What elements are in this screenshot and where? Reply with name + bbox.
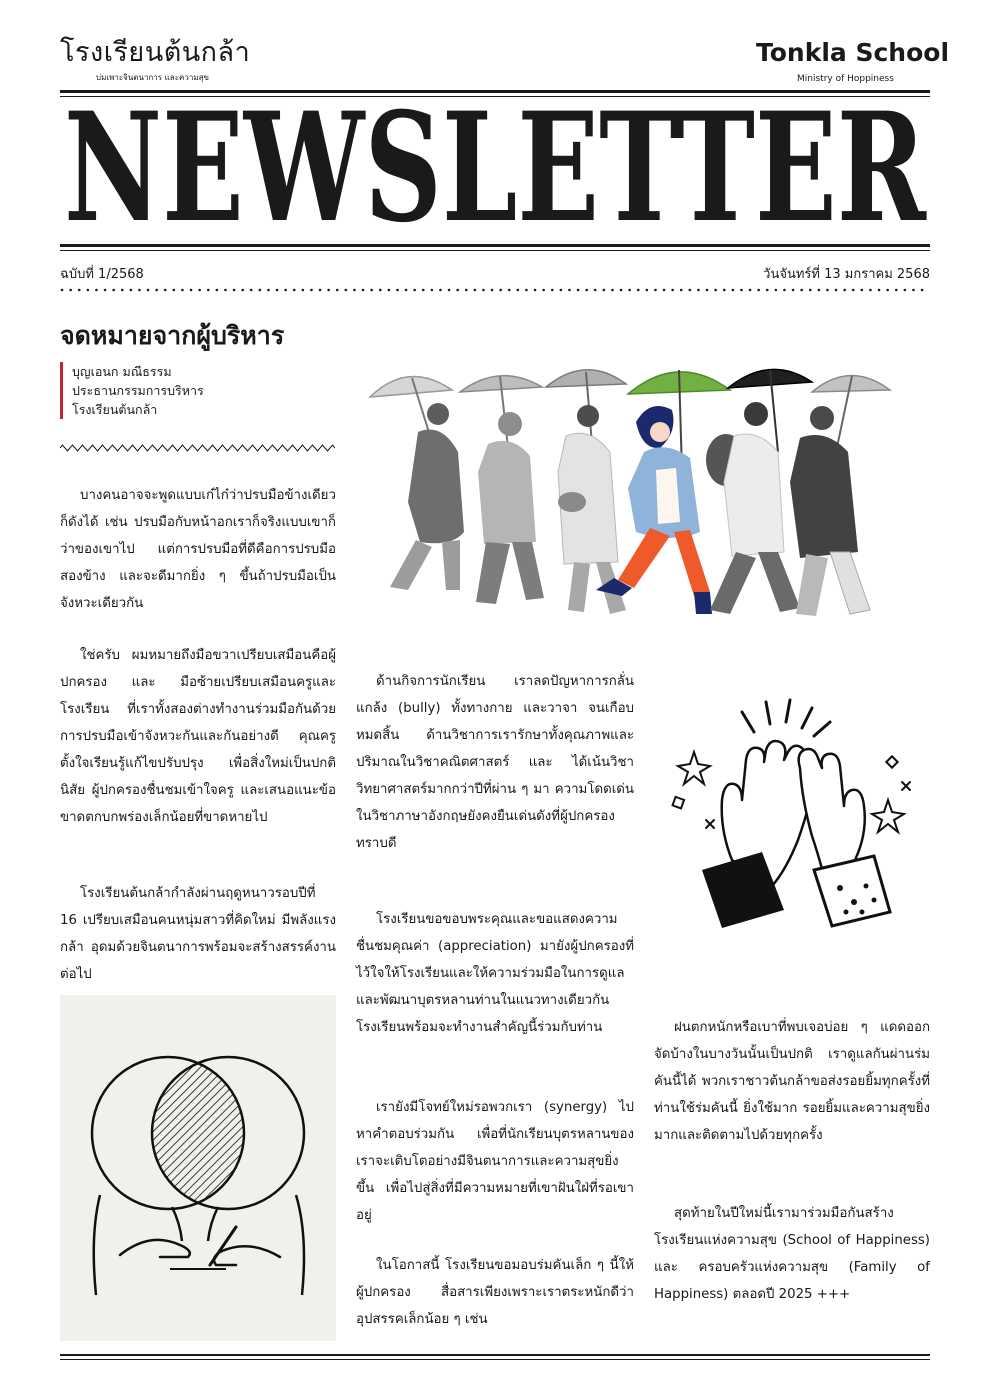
- header-rule-thin: [60, 96, 930, 97]
- logo-english-subtitle: Ministry of Hoppiness: [797, 74, 894, 84]
- footer-rule-thin: [60, 1359, 930, 1360]
- issue-number: ฉบับที่ 1/2568: [60, 267, 144, 282]
- header-rule-thick: [60, 90, 930, 93]
- article-paragraph: เรายังมีโจทย์ใหม่รอพวกเรา (synergy) ไปหาคำตอบร่วมกัน เพื่อที่นักเรียนบุตรหลานของเราจะเติบโตอย่างมีจินตนาการและความสุขยิ่งขึ้น เพื่อไปสู่สิ่งที่มีความหมายที่เขาฝันใฝ่ที่รอเขาอยู่: [356, 1100, 634, 1223]
- overlapping-heads-illustration: [60, 995, 336, 1341]
- masthead-rule-thin: [60, 250, 930, 251]
- logo-english-title: Tonkla School: [756, 38, 950, 67]
- byline-author: บุญเอนก มณีธรรม: [72, 364, 172, 379]
- people-with-umbrellas-illustration: [360, 352, 890, 622]
- masthead-title: NEWSLETTER: [64, 100, 927, 240]
- byline: [60, 362, 204, 419]
- article-headline: จดหมายจากผู้บริหาร: [60, 321, 285, 350]
- footer-rule-thick: [60, 1354, 930, 1356]
- article-paragraph: ใช่ครับ ผมหมายถึงมือขวาเปรียบเสมือนคือผู้ปกครอง และ มือซ้ายเปรียบเสมือนครูและโรงเรียน ที่เราทั้งสองต่างทำงานร่วมมือกันด้วยการปรบมือเข้าจังหวะกันและกันอย่างดี คุณครูตั้งใจเรียนรู้แก้ไขปรับปรุง เพื่อสิ่งใหม่เป็นปกตินิสัย ผู้ปกครองชื่นชมเข้าใจครู และเสนอแนะข้อขาดตกบกพร่องเล็กน้อยที่ขาดหายไป: [60, 648, 336, 825]
- article-paragraph: ด้านกิจการนักเรียน เราลดปัญหาการกลั่นแกล้ง (bully) ทั้งทางกาย และวาจา จนเกือบหมดสิ้น ด้านวิชาการเรารักษาทั้งคุณภาพและ ปริมาณในวิชาคณิตศาสตร์ และ ได้เน้นวิชาวิทยาศาสตร์มากกว่าปีที่ผ่าน ๆ มา ความโดดเด่นในวิชาภาษาอังกฤษยังคงยืนเด่นดังที่ผู้ปกครองทราบดี: [356, 674, 634, 851]
- logo-thai-subtitle: บ่มเพาะจินตนาการ และความสุข: [96, 73, 209, 82]
- byline-position: ประธานกรรมการบริหาร: [72, 383, 204, 398]
- masthead-rule-thick: [60, 244, 930, 247]
- article-paragraph: บางคนอาจจะพูดแบบเก๋ไก๋ว่าปรบมือข้างเดียวก็ดังได้ เช่น ปรบมือกับหน้าอกเราก็จริงแบบเขาก็ว่าของเขาไป แต่การปรบมือที่ดีคือการปรบมือสองข้าง และจะดีมากยิ่ง ๆ ขึ้นถ้าปรบมือเป็นจังหวะเดียวกัน: [60, 488, 336, 611]
- zigzag-divider: [60, 443, 335, 453]
- logo-thai-title: โรงเรียนต้นกล้า: [60, 37, 251, 68]
- article-paragraph: สุดท้ายในปีใหม่นี้เรามาร่วมมือกันสร้างโรงเรียนแห่งความสุข (School of Happiness) และ ครอบครัวแห่งความสุข (Family of Happiness) ตลอดปี 2025 +++: [654, 1206, 930, 1302]
- dotted-divider: [60, 286, 930, 294]
- issue-date: วันจันทร์ที่ 13 มกราคม 2568: [763, 267, 930, 282]
- article-paragraph: โรงเรียนขอขอบพระคุณและขอแสดงความชื่นชมคุณค่า (appreciation) มายังผู้ปกครองที่ไว้ใจให้โรงเรียนและให้ความร่วมมือในการดูแล และพัฒนาบุตรหลานท่านในแนวทางเดียวกัน โรงเรียนพร้อมจะทำงานสำคัญนี้ร่วมกับท่าน: [356, 912, 634, 1035]
- article-paragraph: ในโอกาสนี้ โรงเรียนขอมอบร่มคันเล็ก ๆ นี้ให้ผู้ปกครอง สื่อสารเพียงเพราะเราตระหนักดีว่า อุปสรรคเล็กน้อย ๆ เช่น: [356, 1258, 634, 1327]
- article-paragraph: โรงเรียนต้นกล้ากำลังผ่านฤดูหนาวรอบปีที่ 16 เปรียบเสมือนคนหนุ่มสาวที่คิดใหม่ มีพลังแรงกล้า อุดมด้วยจินตนาการพร้อมจะสร้างสรรค์งานต่อไป: [60, 886, 336, 982]
- byline-organization: โรงเรียนต้นกล้า: [72, 402, 158, 417]
- masthead: [60, 100, 930, 240]
- article-paragraph: ฝนตกหนักหรือเบาที่พบเจอบ่อย ๆ แดดออกจัดบ้างในบางวันนั้นเป็นปกติ เราดูแลกันผ่านร่มคันนี้ได้ พวกเราชาวต้นกล้าขอส่งรอยยิ้มทุกครั้งที่ท่านใช้ร่มคันนี้ ยิ่งใช้มาก รอยยิ้มและความสุขยิ่งมากและติดตามไปด้วยทุกครั้ง: [654, 1020, 930, 1143]
- clapping-hands-illustration: [662, 690, 920, 930]
